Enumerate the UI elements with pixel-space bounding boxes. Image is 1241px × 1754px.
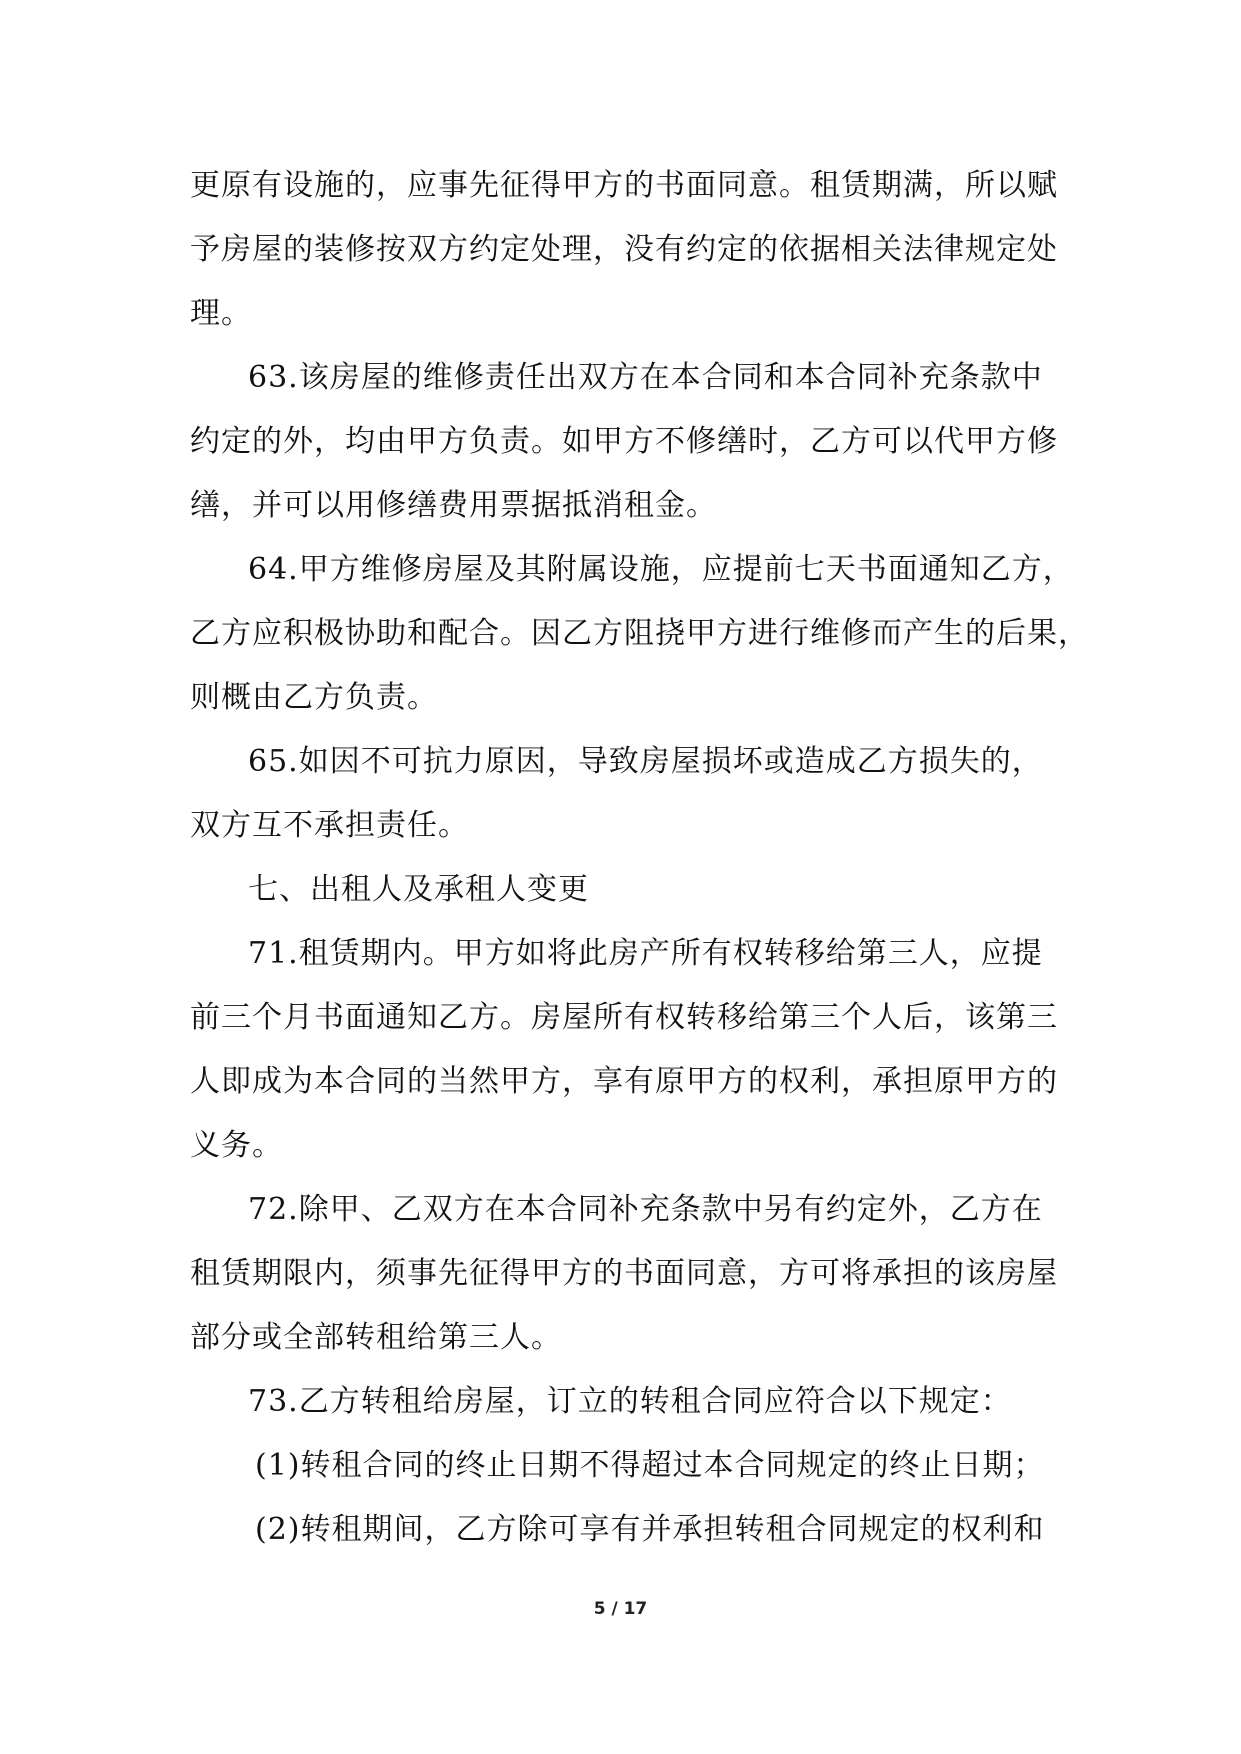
text-line: 更原有设施的，应事先征得甲方的书面同意。租赁期满，所以赋: [190, 168, 1058, 203]
page-number: 5 / 17: [593, 1599, 648, 1619]
text-line: 乙方应积极协助和配合。因乙方阻挠甲方进行维修而产生的后果，: [190, 616, 1089, 651]
text-line: (2)转租期间，乙方除可享有并承担转租合同规定的权利和: [255, 1512, 1045, 1547]
text-line: 64.甲方维修房屋及其附属设施，应提前七天书面通知乙方，: [248, 552, 1074, 587]
text-line: (1)转租合同的终止日期不得超过本合同规定的终止日期；: [255, 1448, 1045, 1483]
section-heading: 七、出租人及承租人变更: [248, 872, 589, 907]
text-line: 前三个月书面通知乙方。房屋所有权转移给第三个人后，该第三: [190, 1000, 1058, 1035]
text-line: 则概由乙方负责。: [190, 680, 438, 715]
text-line: 65.如因不可抗力原因，导致房屋损坏或造成乙方损失的，: [248, 744, 1043, 779]
text-line: 租赁期限内，须事先征得甲方的书面同意，方可将承担的该房屋: [190, 1256, 1058, 1291]
text-line: 71.租赁期内。甲方如将此房产所有权转移给第三人，应提: [248, 936, 1043, 971]
text-line: 人即成为本合同的当然甲方，享有原甲方的权利，承担原甲方的: [190, 1064, 1058, 1099]
text-line: 72.除甲、乙双方在本合同补充条款中另有约定外，乙方在: [248, 1192, 1043, 1227]
text-line: 缮，并可以用修缮费用票据抵消租金。: [190, 488, 717, 523]
text-line: 义务。: [190, 1128, 283, 1163]
text-line: 63.该房屋的维修责任出双方在本合同和本合同补充条款中: [248, 360, 1043, 395]
text-line: 双方互不承担责任。: [190, 808, 469, 843]
text-line: 73.乙方转租给房屋，订立的转租合同应符合以下规定：: [248, 1384, 1012, 1419]
text-line: 理。: [190, 296, 252, 331]
text-line: 部分或全部转租给第三人。: [190, 1320, 562, 1355]
text-line: 予房屋的装修按双方约定处理，没有约定的依据相关法律规定处: [190, 232, 1058, 267]
text-line: 约定的外，均由甲方负责。如甲方不修缮时，乙方可以代甲方修: [190, 424, 1058, 459]
